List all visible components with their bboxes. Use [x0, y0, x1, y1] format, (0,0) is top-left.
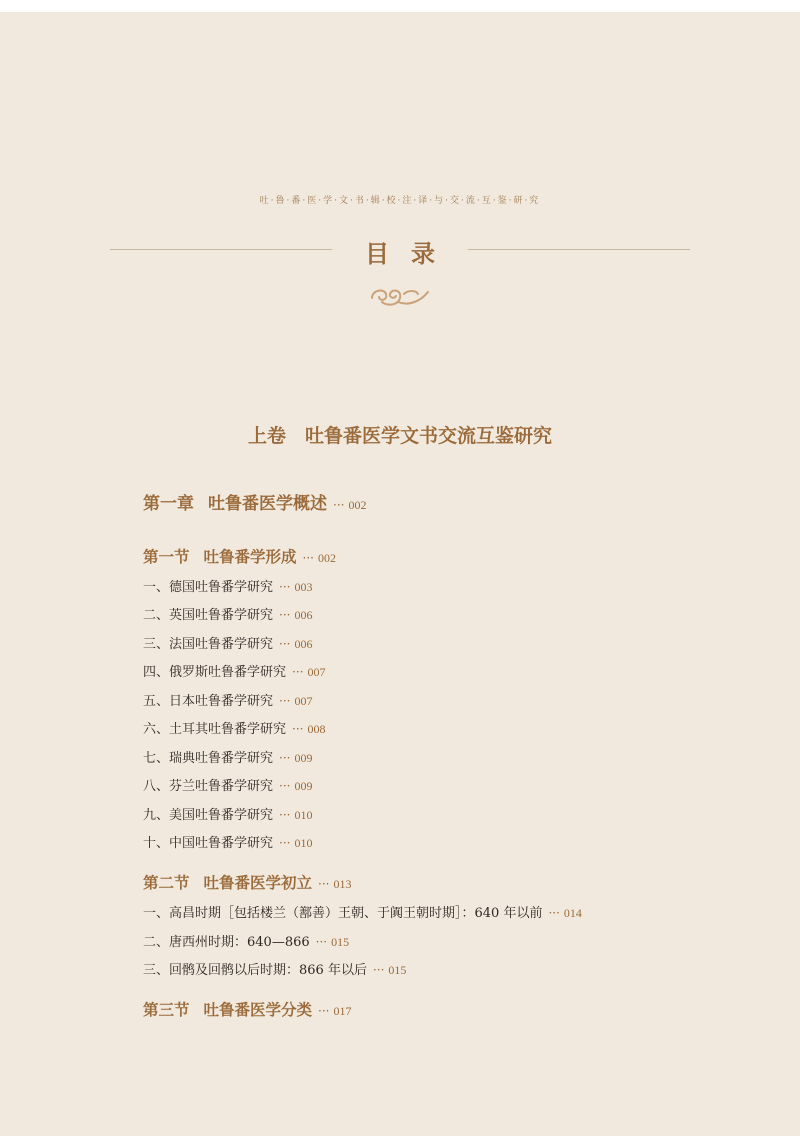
page-number: 013: [333, 877, 352, 891]
toc-chapter-1[interactable]: [143, 489, 366, 514]
page-number: 002: [317, 551, 336, 565]
section-title: 吐鲁番医学分类: [203, 1001, 313, 1019]
page-number: 007: [294, 694, 313, 708]
toc-title: 目录: [365, 239, 457, 268]
page-number: 006: [294, 608, 313, 622]
toc-leader: ···: [292, 665, 304, 679]
section-label: 第三节: [143, 1001, 190, 1019]
chapter-label: 第一章: [143, 494, 194, 514]
toc-leader: ···: [279, 836, 291, 850]
toc-leader: ···: [318, 1004, 330, 1018]
toc-item[interactable]: [143, 661, 325, 680]
page-number: 009: [294, 751, 313, 765]
toc-item[interactable]: [143, 604, 312, 623]
page-number: 006: [294, 637, 313, 651]
toc-section-1[interactable]: [143, 545, 336, 567]
item-title: 三、法国吐鲁番学研究: [143, 637, 274, 652]
page-number: 009: [294, 779, 313, 793]
item-title: 九、美国吐鲁番学研究: [143, 808, 274, 823]
toc-leader: ···: [279, 808, 291, 822]
toc-leader: ···: [279, 608, 291, 622]
item-title: 二、唐西州时期：640—866: [143, 935, 310, 950]
running-head: 吐·鲁·番·医·学·文·书·辑·校·注·译·与·交·流·互·鉴·研·究: [259, 196, 541, 206]
toc-leader: ···: [333, 498, 345, 512]
page-number: 008: [307, 722, 326, 736]
item-title: 七、瑞典吐鲁番学研究: [143, 751, 274, 766]
toc-leader: ···: [292, 722, 304, 736]
toc-item[interactable]: [143, 747, 312, 766]
toc-item[interactable]: [143, 633, 312, 652]
section-label: 第二节: [143, 874, 190, 892]
page-number: 010: [294, 808, 313, 822]
cloud-scroll-icon: [368, 280, 432, 308]
toc-leader: ···: [315, 935, 328, 949]
item-title: 十、中国吐鲁番学研究: [143, 836, 274, 851]
item-title: 八、芬兰吐鲁番学研究: [143, 779, 274, 794]
page-top-margin: [0, 0, 800, 12]
toc-item[interactable]: [143, 690, 312, 709]
toc-leader: ···: [548, 906, 560, 920]
toc-leader: ···: [279, 637, 291, 651]
page-number: 015: [331, 935, 350, 949]
toc-item[interactable]: [143, 931, 349, 950]
volume-title: 上卷 吐鲁番医学文书交流互鉴研究: [247, 425, 552, 447]
page-number: 017: [333, 1004, 352, 1018]
section-title: 吐鲁番医学初立: [203, 874, 313, 892]
page-bottom-margin: [0, 1136, 800, 1146]
page-number: 003: [294, 580, 313, 594]
toc-item[interactable]: [143, 718, 325, 737]
toc-section-3[interactable]: [143, 998, 351, 1020]
item-title: 一、高昌时期［包括楼兰（鄯善）王朝、于阗王朝时期］：640 年以前: [143, 906, 543, 921]
toc-section-2[interactable]: [143, 871, 351, 893]
toc-item[interactable]: [143, 959, 406, 978]
toc-item[interactable]: [143, 576, 312, 595]
item-title: 五、日本吐鲁番学研究: [143, 694, 274, 709]
toc-leader: ···: [279, 751, 291, 765]
toc-item[interactable]: [143, 775, 312, 794]
page-number: 014: [563, 906, 582, 920]
page-number: 007: [307, 665, 326, 679]
toc-leader: ···: [279, 779, 291, 793]
toc-leader: ···: [318, 877, 330, 891]
page-number: 002: [348, 498, 367, 512]
toc-item[interactable]: [143, 832, 312, 851]
toc-leader: ···: [279, 694, 291, 708]
item-title: 二、英国吐鲁番学研究: [143, 608, 274, 623]
item-title: 一、德国吐鲁番学研究: [143, 580, 274, 595]
toc-item[interactable]: [143, 804, 312, 823]
toc-leader: ···: [279, 580, 291, 594]
section-title: 吐鲁番学形成: [203, 548, 297, 566]
toc-leader: ···: [302, 551, 314, 565]
section-label: 第一节: [143, 548, 190, 566]
chapter-title: 吐鲁番医学概述: [208, 494, 327, 514]
item-title: 三、回鹘及回鹘以后时期：866 年以后: [143, 963, 367, 978]
page-number: 010: [294, 836, 313, 850]
item-title: 四、俄罗斯吐鲁番学研究: [143, 665, 287, 680]
page-number: 015: [388, 963, 407, 977]
toc-item[interactable]: [143, 902, 582, 921]
toc-leader: ···: [372, 963, 385, 977]
item-title: 六、土耳其吐鲁番学研究: [143, 722, 287, 737]
